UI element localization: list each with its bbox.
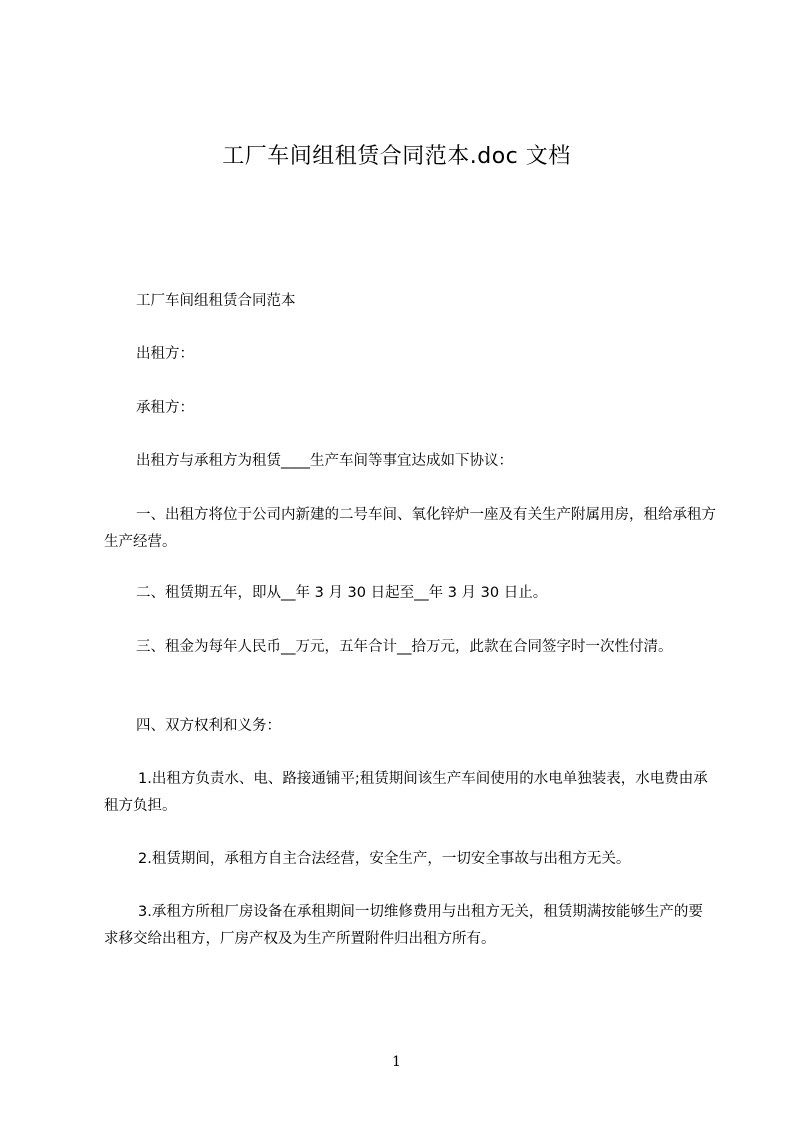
page-number: 1 [392, 1054, 401, 1070]
paragraph-contract-heading: 工厂车间组租赁合同范本 [136, 293, 296, 309]
paragraph-clause-4-heading: 四、双方权利和义务： [136, 718, 281, 734]
paragraph-item-2: 2.租赁期间，承租方自主合法经营，安全生产，一切安全事故与出租方无关。 [138, 851, 631, 867]
paragraph-clause-2: 二、租赁期五年，即从__年 3 月 30 日起至__年 3 月 30 日止。 [136, 585, 548, 601]
paragraph-agreement-intro: 出租方与承租方为租赁____生产车间等事宜达成如下协议： [136, 453, 513, 469]
paragraph-clause-1: 一、出租方将位于公司内新建的二号车间、氧化锌炉一座及有关生产附属用房，租给承租方生产经营。 [104, 507, 716, 550]
document-title: 工厂车间组租赁合同范本.doc 文档 [222, 144, 571, 169]
paragraph-item-3: 3.承租方所租厂房设备在承租期间一切维修费用与出租方无关，租赁期满按能够生产的要求移交给出租方，厂房产权及为生产所置附件归出租方所有。 [104, 904, 703, 947]
paragraph-clause-3: 三、租金为每年人民币__万元，五年合计__拾万元，此款在合同签字时一次性付清。 [136, 639, 673, 655]
paragraph-lessee: 承租方： [136, 400, 194, 416]
paragraph-item-1: 1.出租方负责水、电、路接通铺平;租赁期间该生产车间使用的水电单独装表，水电费由承租方负担。 [104, 771, 708, 814]
paragraph-lessor: 出租方： [136, 346, 194, 362]
